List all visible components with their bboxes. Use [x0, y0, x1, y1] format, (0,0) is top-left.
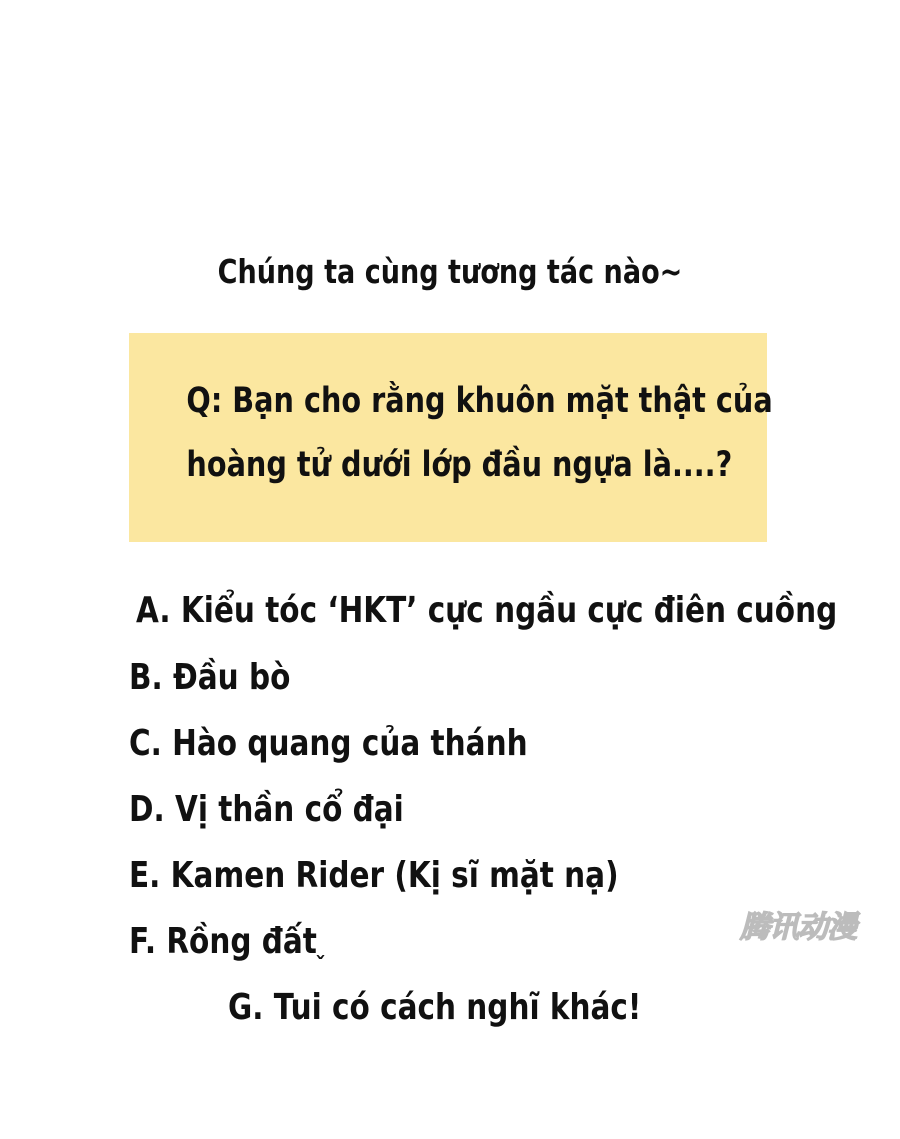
watermark-logo: 腾讯动漫 [740, 910, 856, 945]
option-e: E. Kamen Rider (Kị sĩ mặt nạ) [129, 855, 619, 896]
option-b: B. Đầu bò [129, 657, 291, 698]
option-g: G. Tui có cách nghĩ khác! [228, 987, 642, 1028]
option-a: A. Kiểu tóc ‘HKT’ cực ngầu cực điên cuồng [136, 590, 838, 631]
caret-mark-icon: ˇ [315, 954, 326, 979]
question-box [129, 333, 773, 542]
question-line-2: hoàng tử dưới lớp đầu ngựa là....? [186, 445, 733, 485]
option-f: F. Rồng đất [129, 921, 317, 962]
option-c: C. Hào quang của thánh [129, 723, 528, 764]
heading-text: Chúng ta cùng tương tác nào~ [217, 252, 683, 291]
question-line-1: Q: Bạn cho rằng khuôn mặt thật của [186, 381, 773, 421]
option-d: D. Vị thần cổ đại [129, 789, 404, 830]
